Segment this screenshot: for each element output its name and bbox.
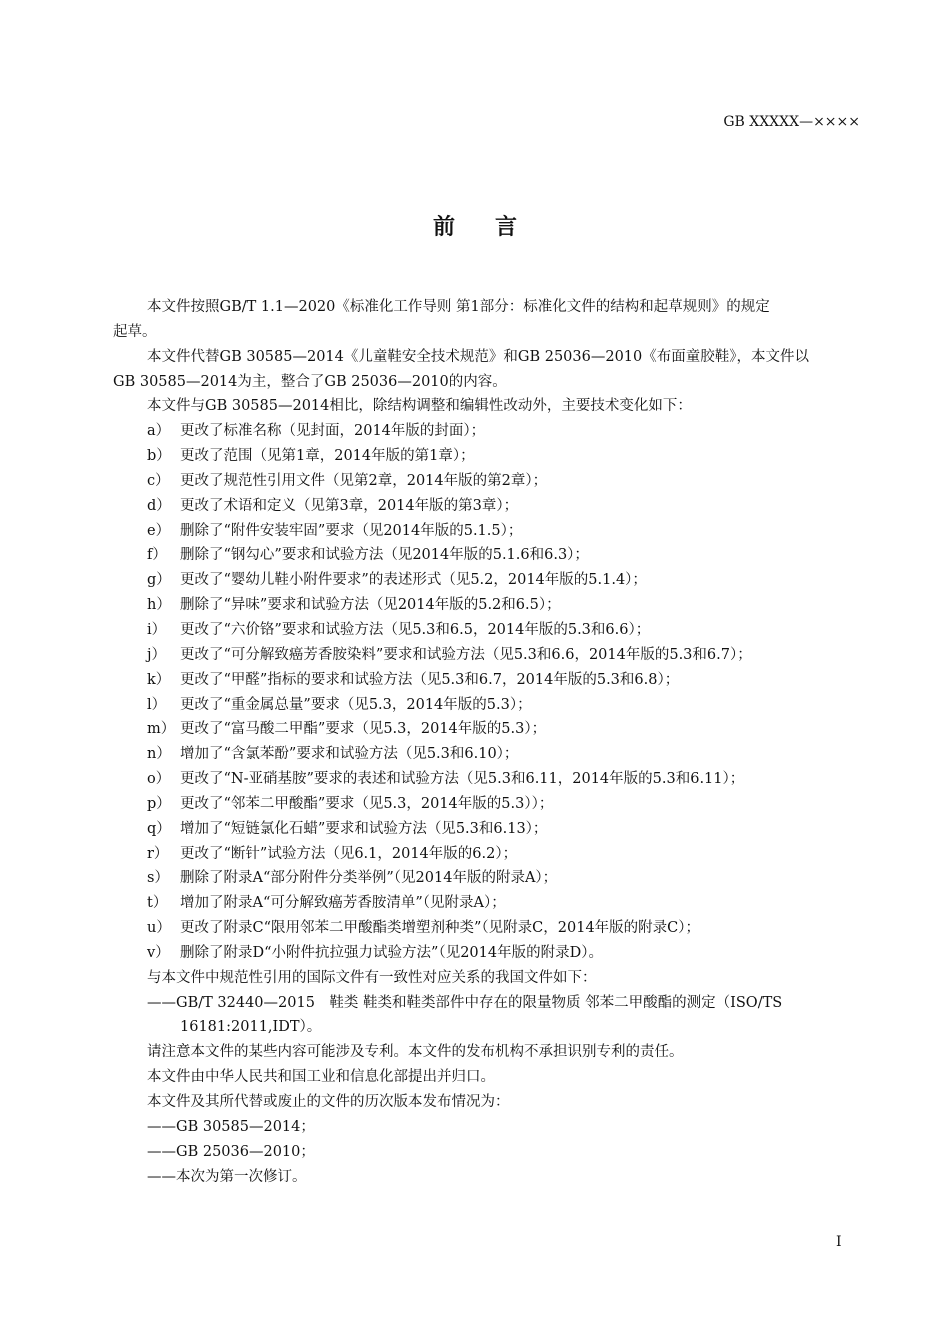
list-label: e） <box>147 522 171 539</box>
list-item <box>113 543 863 568</box>
list-item <box>113 842 863 867</box>
list-label: a） <box>147 423 171 440</box>
list-text: 更改了“富马酸二甲酯”要求（见5.3，2014年版的5.3）； <box>180 721 547 738</box>
list-text: 增加了附录A“可分解致癌芳香胺清单”（见附录A）； <box>180 895 506 912</box>
list-text: 更改了“可分解致癌芳香胺染料”要求和试验方法（见5.3和6.6，2014年版的5.3和6.7）； <box>180 646 752 663</box>
list-item <box>113 817 863 842</box>
list-text: 更改了“婴幼儿鞋小附件要求”的表述形式（见5.2，2014年版的5.1.4）； <box>180 572 647 589</box>
list-item <box>113 444 863 469</box>
list-text: 删除了“钢勾心”要求和试验方法（见2014年版的5.1.6和6.3）； <box>180 547 589 564</box>
list-item <box>113 866 863 891</box>
paragraph-line: 本文件及其所代替或废止的文件的历次版本发布情况为： <box>147 1094 510 1110</box>
list-label: l） <box>147 696 167 713</box>
dash-item: ——GB 25036—2010； <box>147 1143 315 1160</box>
list-text: 更改了“断针”试验方法（见6.1，2014年版的6.2）； <box>180 845 518 862</box>
list-text: 删除了“附件安装牢固”要求（见2014年版的5.1.5）； <box>180 522 523 539</box>
list-item <box>113 693 863 718</box>
list-item <box>113 941 863 966</box>
list-item <box>113 593 863 618</box>
list-label: b） <box>147 448 171 465</box>
list-text: 更改了附录C“限用邻苯二甲酸酯类增塑剂种类”（见附录C，2014年版的附录C）； <box>180 920 701 937</box>
list-label: s） <box>147 870 169 887</box>
foreword-body <box>113 295 863 1189</box>
paragraph-line: 本文件与GB 30585—2014相比，除结构调整和编辑性改动外，主要技术变化如下： <box>147 398 692 415</box>
document-number-header: GB XXXXX—×××× <box>723 114 860 130</box>
paragraph-line: 本文件代替GB 30585—2014《儿童鞋安全技术规范》和GB 25036—2010《布面童胶鞋》，本文件以 <box>147 348 809 365</box>
dash-item: ——GB 30585—2014； <box>147 1118 315 1135</box>
list-label: g） <box>147 572 171 589</box>
list-item <box>113 519 863 544</box>
list-label: j） <box>147 646 166 663</box>
list-text: 更改了“重金属总量”要求（见5.3，2014年版的5.3）； <box>180 696 532 713</box>
list-label: c） <box>147 472 170 489</box>
list-item <box>113 419 863 444</box>
list-label: k） <box>147 671 171 688</box>
list-label: o） <box>147 771 171 788</box>
list-item <box>113 494 863 519</box>
list-item <box>113 618 863 643</box>
list-text: 增加了“短链氯化石蜡”要求和试验方法（见5.3和6.13）； <box>180 820 548 837</box>
list-label: q） <box>147 820 171 837</box>
list-text: 删除了附录D“小附件抗拉强力试验方法”（见2014年版的附录D）。 <box>180 944 603 961</box>
list-label: r） <box>147 845 169 862</box>
list-label: i） <box>147 621 167 638</box>
list-item <box>113 717 863 742</box>
list-text: 更改了“邻苯二甲酸酯”要求（见5.3，2014年版的5.3））； <box>180 795 554 812</box>
list-label: t） <box>147 895 168 912</box>
list-item <box>113 568 863 593</box>
page-number: I <box>836 1234 842 1250</box>
list-text: 更改了范围（见第1章，2014年版的第1章）； <box>180 448 475 465</box>
list-text: 更改了标准名称（见封面，2014年版的封面）； <box>180 423 486 440</box>
list-label: n） <box>147 746 171 763</box>
list-item <box>113 668 863 693</box>
title-char: 前 <box>432 214 455 240</box>
list-text: 增加了“含氯苯酚”要求和试验方法（见5.3和6.10）； <box>180 746 519 763</box>
list-item <box>113 891 863 916</box>
dash-item: ——GB/T 32440—2015 鞋类 鞋类和鞋类部件中存在的限量物质 邻苯二甲酸酯的测定（ISO/TS <box>147 994 783 1011</box>
list-label: v） <box>147 944 170 961</box>
list-text: 删除了附录A“部分附件分类举例”（见2014年版的附录A）； <box>180 870 558 887</box>
paragraph-line: 与本文件中规范性引用的国际文件有一致性对应关系的我国文件如下： <box>147 969 597 986</box>
list-item <box>113 792 863 817</box>
list-item <box>113 643 863 668</box>
list-item <box>113 916 863 941</box>
list-text: 更改了规范性引用文件（见第2章，2014年版的第2章）； <box>180 472 548 489</box>
page-title <box>0 210 950 241</box>
list-label: d） <box>147 497 171 514</box>
paragraph-line: GB 30585—2014为主，整合了GB 25036—2010的内容。 <box>113 373 507 390</box>
list-label: u） <box>147 920 171 937</box>
list-text: 更改了“六价铬”要求和试验方法（见5.3和6.5，2014年版的5.3和6.6）； <box>180 621 651 638</box>
title-char: 言 <box>495 214 518 240</box>
list-item <box>113 742 863 767</box>
list-label: f） <box>147 547 167 564</box>
paragraph-line: 本文件由中华人民共和国工业和信息化部提出并归口。 <box>147 1069 495 1086</box>
list-text: 更改了“甲醛”指标的要求和试验方法（见5.3和6.7，2014年版的5.3和6.8）； <box>180 671 680 688</box>
list-label: h） <box>147 597 171 614</box>
paragraph-line: 请注意本文件的某些内容可能涉及专利。本文件的发布机构不承担识别专利的责任。 <box>147 1044 684 1061</box>
paragraph-line: 起草。 <box>113 323 157 340</box>
list-item <box>113 767 863 792</box>
dash-item: ——本次为第一次修订。 <box>147 1168 307 1185</box>
list-item <box>113 469 863 494</box>
list-text: 更改了术语和定义（见第3章，2014年版的第3章）； <box>180 497 519 514</box>
list-text: 更改了“N-亚硝基胺”要求的表述和试验方法（见5.3和6.11，2014年版的5.3和6.11）； <box>180 771 745 788</box>
dash-item: 16181:2011,IDT）。 <box>180 1019 322 1036</box>
list-label: m） <box>147 721 176 738</box>
paragraph-line: 本文件按照GB/T 1.1—2020《标准化工作导则 第1部分：标准化文件的结构和起草规则》的规定 <box>147 299 770 315</box>
list-label: p） <box>147 795 171 812</box>
list-text: 删除了“异味”要求和试验方法（见2014年版的5.2和6.5）； <box>180 597 561 614</box>
